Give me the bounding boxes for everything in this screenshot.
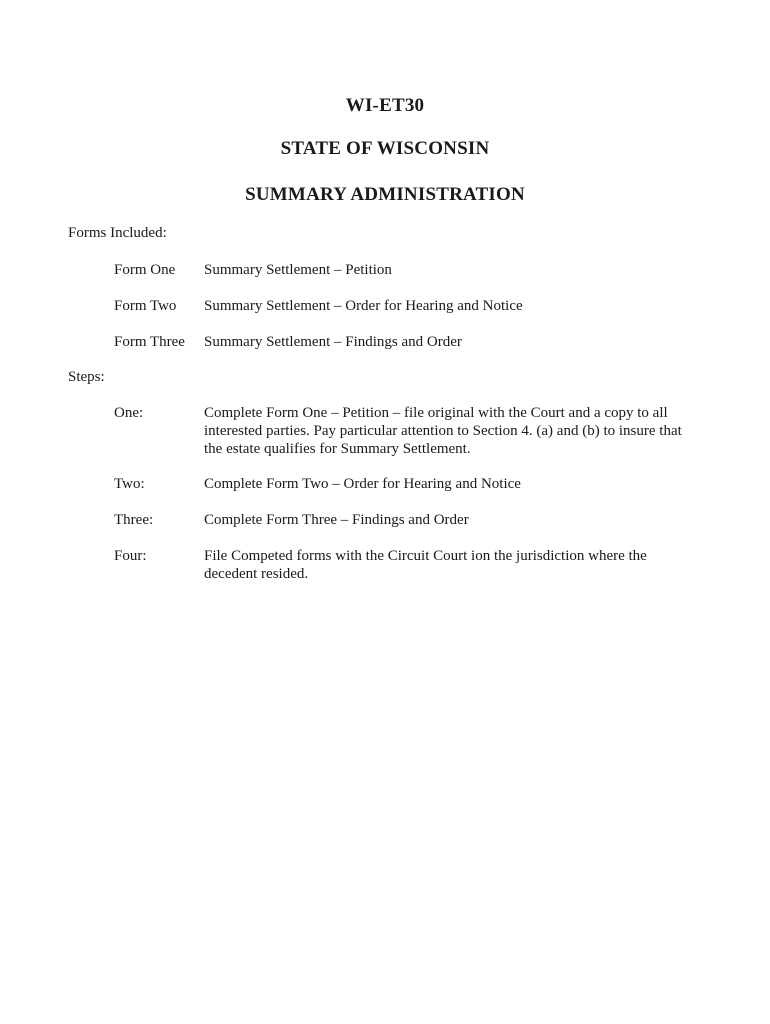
form-item-label: Form One [114, 262, 176, 278]
step-description [204, 547, 704, 583]
state-title: STATE OF WISCONSIN [280, 138, 490, 159]
step-description-line: Complete Form One – Petition – file original with the Court and a copy to all [204, 405, 668, 421]
form-code-title: WI-ET30 [345, 95, 425, 116]
step-label: Two: [114, 476, 145, 492]
step-description-line: interested parties. Pay particular attention to Section 4. (a) and (b) to insure that [204, 423, 682, 439]
step-description [204, 404, 704, 458]
step-description [204, 475, 704, 493]
step-description-line: Complete Form Two – Order for Hearing and Notice [204, 476, 521, 492]
form-item-label: Form Three [114, 334, 185, 350]
step-description [204, 511, 704, 529]
forms-included-heading: Forms Included: [68, 225, 167, 241]
step-description-line: File Competed forms with the Circuit Court ion the jurisdiction where the [204, 548, 647, 564]
steps-heading: Steps: [68, 369, 105, 385]
step-label: Three: [114, 512, 154, 528]
form-item-description: Summary Settlement – Order for Hearing and Notice [204, 298, 523, 314]
subject-title: SUMMARY ADMINISTRATION [245, 184, 525, 205]
step-description-line: the estate qualifies for Summary Settlement. [204, 441, 471, 457]
step-label: Four: [114, 548, 147, 564]
form-item-description: Summary Settlement – Findings and Order [204, 334, 462, 350]
step-description-line: decedent resided. [204, 566, 309, 582]
step-description-line: Complete Form Three – Findings and Order [204, 512, 469, 528]
step-label: One: [114, 405, 144, 421]
form-item-label: Form Two [114, 298, 177, 314]
form-item-description: Summary Settlement – Petition [204, 262, 392, 278]
